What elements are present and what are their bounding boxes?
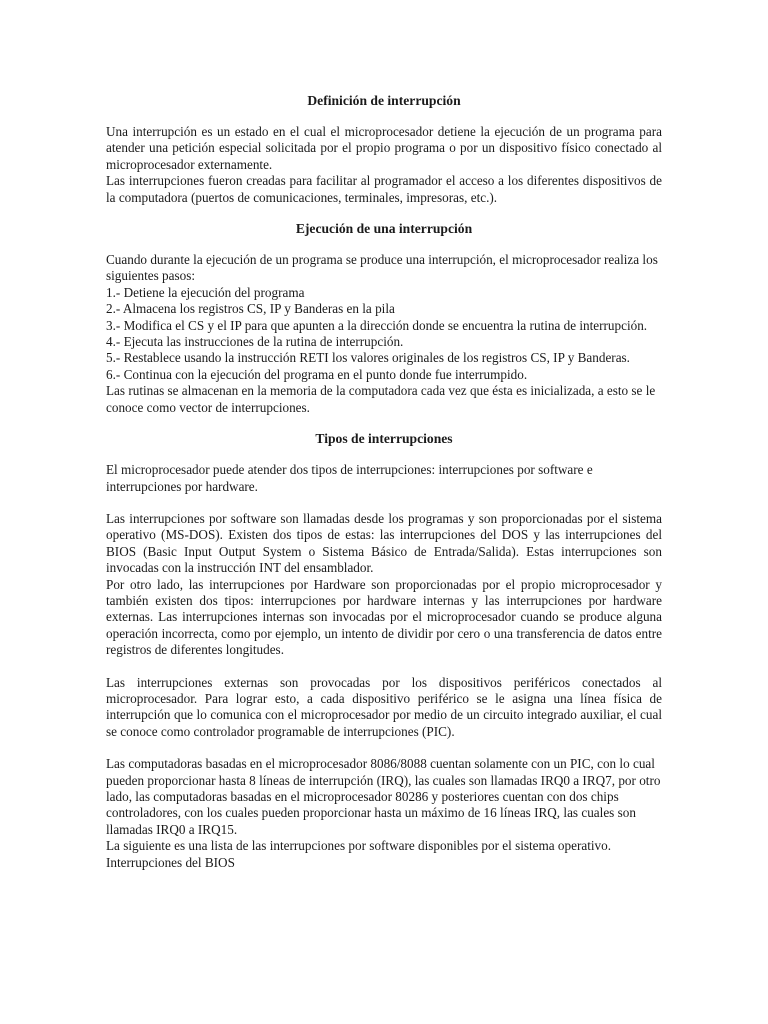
- list-item-step-5: 5.- Restablece usando la instrucción RETI los valores originales de los registros CS, IP y Banderas.: [106, 350, 630, 366]
- paragraph-tipos-1: El microprocesador puede atender dos tipos de interrupciones: interrupciones por software e interrupciones por hardware.: [106, 462, 593, 494]
- paragraph-definicion-1: Una interrupción es un estado en el cual el microprocesador detiene la ejecución de un programa para atender una petición especial solicitada por el propio programa o por un dispositivo físico conectado al microprocesador externamente.: [106, 124, 662, 172]
- list-item-step-2: 2.- Almacena los registros CS, IP y Banderas en la pila: [106, 301, 395, 317]
- list-item-step-6: 6.- Continua con la ejecución del programa en el punto donde fue interrumpido.: [106, 366, 528, 382]
- section-definicion-body: [106, 124, 662, 206]
- paragraph-ejecucion-outro: Las rutinas se almacenan en la memoria de la computadora cada vez que ésta es inicializada, a esto se le conoce como vector de interrupciones.: [106, 383, 656, 415]
- heading-definicion: Definición de interrupción: [307, 93, 461, 108]
- paragraph-tipos-bios: Interrupciones del BIOS: [106, 854, 235, 870]
- paragraph-tipos-externas: Las interrupciones externas son provocadas por los dispositivos periféricos conectados al microprocesador. Para lograr esto, a cada dispositivo periférico se le asigna una línea física de interrupción que lo comunica con el microprocesador por medio de un circuito integrado auxiliar, el cual se conoce como controlador programable de interrupciones (PIC).: [106, 674, 662, 739]
- heading-tipos: Tipos de interrupciones: [315, 431, 453, 447]
- section-ejecucion-body: [106, 252, 662, 416]
- document-page: [106, 92, 662, 871]
- list-item-step-3: 3.- Modifica el CS y el IP para que apunten a la dirección donde se encuentra la rutina de interrupción.: [106, 317, 648, 333]
- section-tipos-body: [106, 462, 662, 871]
- heading-ejecucion: Ejecución de una interrupción: [295, 221, 473, 237]
- paragraph-definicion-2: Las interrupciones fueron creadas para facilitar al programador el acceso a los diferentes dispositivos de la computadora (puertos de comunicaciones, terminales, impresoras, etc.).: [106, 173, 662, 205]
- paragraph-tipos-lista: La siguiente es una lista de las interrupciones por software disponibles por el sistema operativo.: [106, 838, 612, 854]
- paragraph-tipos-pic: Las computadoras basadas en el microprocesador 8086/8088 cuentan solamente con un PIC, con lo cual pueden proporcionar hasta 8 líneas de interrupción (IRQ), las cuales son llamadas IRQ0 a IRQ7, por otro lado, las computadoras basadas en el microprocesador 80286 y posteriores cuentan con dos chips controladores, con los cuales pueden proporcionar hasta un máximo de 16 líneas IRQ, las cuales son llamadas IRQ0 a IRQ15.: [106, 756, 661, 837]
- list-item-step-4: 4.- Ejecuta las instrucciones de la rutina de interrupción.: [106, 334, 404, 350]
- paragraph-tipos-software: Las interrupciones por software son llamadas desde los programas y son proporcionadas por el sistema operativo (MS-DOS). Existen dos tipos de estas: las interrupciones del DOS y las interrupciones del BIOS (Basic Input Output System o Sistema Básico de Entrada/Salida). Estas interrupciones son invocadas con la instrucción INT del ensamblador.: [106, 510, 662, 576]
- paragraph-ejecucion-intro: Cuando durante la ejecución de un programa se produce una interrupción, el microprocesador realiza los siguientes pasos:: [106, 252, 658, 284]
- list-item-step-1: 1.- Detiene la ejecución del programa: [106, 284, 305, 300]
- paragraph-tipos-hardware: Por otro lado, las interrupciones por Hardware son proporcionadas por el propio microprocesador y también existen dos tipos: interrupciones por hardware internas y las interrupciones por hardware externas. Las interrupciones internas son invocadas por el microprocesador cuando se produce alguna operación incorrecta, como por ejemplo, un intento de dividir por cero o una transferencia de datos entre registros de diferentes longitudes.: [106, 576, 662, 658]
